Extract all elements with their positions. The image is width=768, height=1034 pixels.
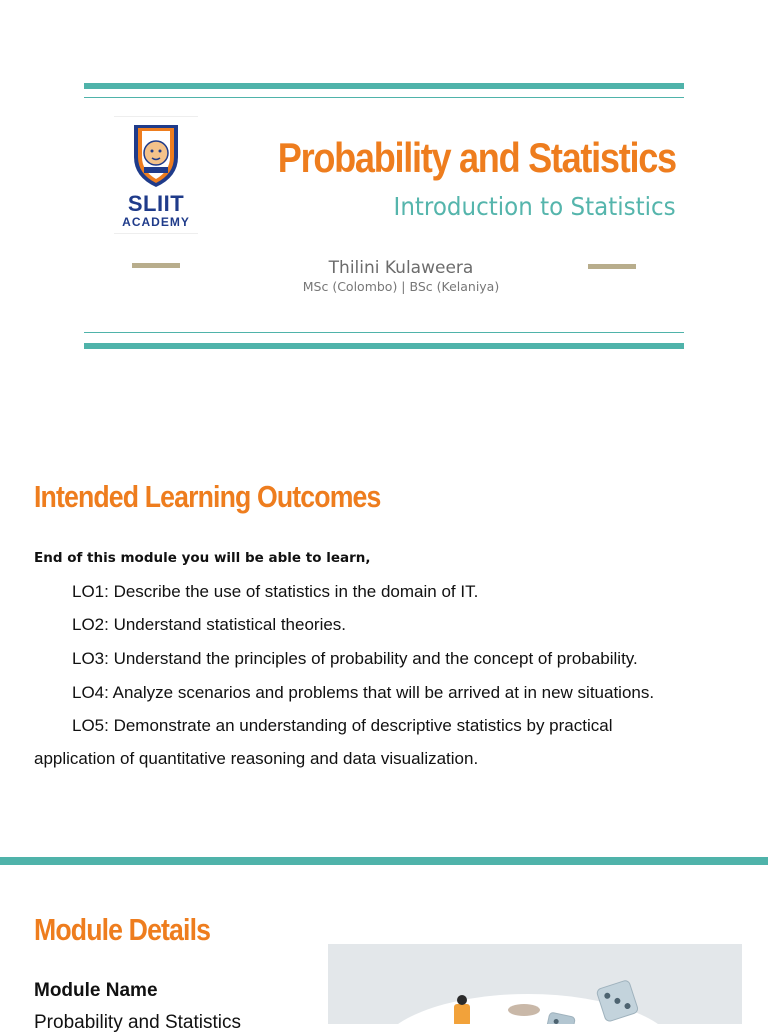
section-heading-module-details: Module Details bbox=[34, 912, 211, 947]
outcome-item: LO5: Demonstrate an understanding of descriptive statistics by practical bbox=[72, 716, 613, 735]
top-thick-bar bbox=[84, 83, 684, 89]
outcomes-intro: End of this module you will be able to learn, bbox=[34, 550, 371, 566]
lion-shield-icon bbox=[114, 117, 198, 191]
outcome-item: LO3: Understand the principles of probability and the concept of probability. bbox=[72, 649, 638, 668]
top-thin-line bbox=[84, 97, 684, 98]
module-name-label: Module Name bbox=[34, 980, 158, 1001]
logo-text-academy: ACADEMY bbox=[122, 215, 190, 229]
outcome-item: LO2: Understand statistical theories. bbox=[72, 615, 347, 634]
logo-text-sliit: SLIIT bbox=[127, 191, 185, 216]
sliit-logo bbox=[114, 116, 198, 234]
outcome-item: LO4: Analyze scenarios and problems that will be arrived at in new situations. bbox=[72, 683, 655, 702]
dice-illustration-icon bbox=[328, 944, 742, 1024]
outcome-item: LO1: Describe the use of statistics in the domain of IT. bbox=[72, 582, 479, 601]
author-name: Thilini Kulaweera bbox=[328, 258, 474, 278]
outcome-item-continuation: application of quantitative reasoning and data visualization. bbox=[34, 749, 479, 768]
module-name-value: Probability and Statistics bbox=[34, 1012, 241, 1033]
statistics-illustration bbox=[328, 944, 742, 1024]
course-title: Probability and Statistics bbox=[277, 134, 676, 181]
bottom-thick-bar bbox=[84, 343, 684, 349]
bottom-thin-line bbox=[84, 332, 684, 333]
course-subtitle: Introduction to Statistics bbox=[393, 192, 676, 221]
section-heading-outcomes: Intended Learning Outcomes bbox=[34, 479, 381, 514]
section-divider-bar bbox=[0, 857, 768, 865]
author-credentials: MSc (Colombo) | BSc (Kelaniya) bbox=[302, 279, 500, 294]
